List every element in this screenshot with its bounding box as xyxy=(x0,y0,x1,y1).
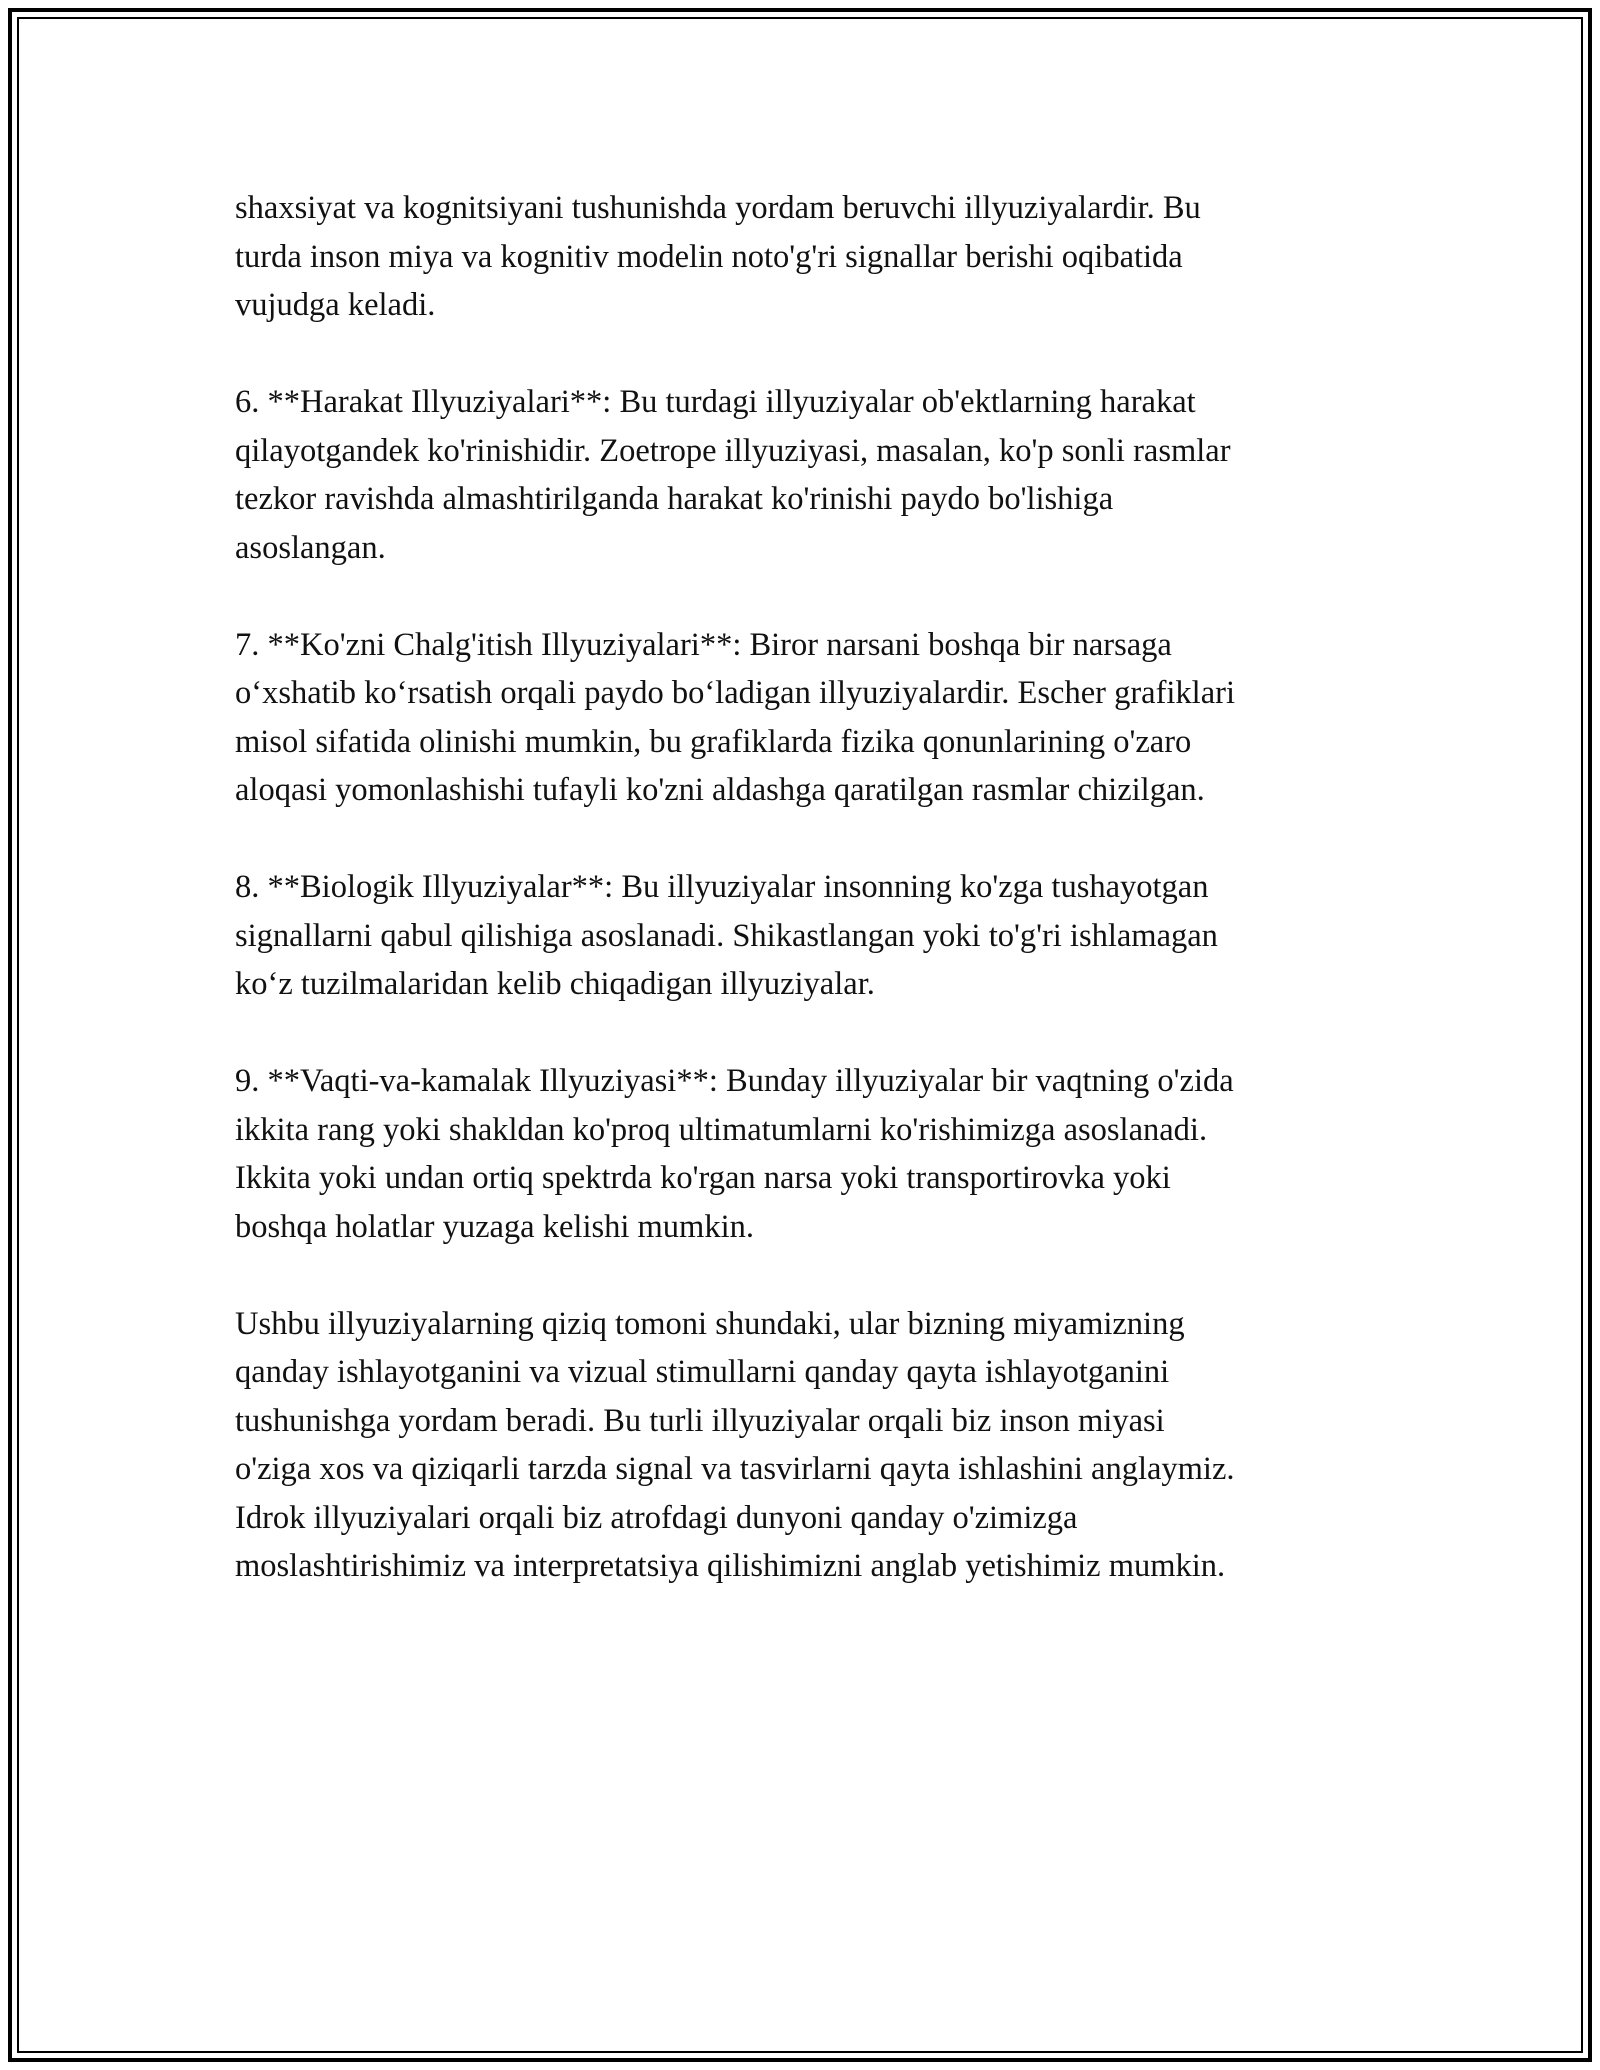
paragraph-item-8: 8. **Biologik Illyuziyalar**: Bu illyuziyalar insonning ko'zga tushayotgan signallarni qabul qilishiga asoslanadi. Shikastlangan yoki to'g'ri ishlamagan ko‘z tuzilmalaridan kelib chiqadigan illyuziyalar. xyxy=(235,869,1218,1002)
paragraph-item-9: 9. **Vaqti-va-kamalak Illyuziyasi**: Bunday illyuziyalar bir vaqtning o'zida ikkita rang yoki shakldan ko'proq ultimatumlarni ko'rishimizga asoslanadi. Ikkita yoki undan ortiq spektrda ko'rgan narsa yoki transportirovka yoki boshqa holatlar yuzaga kelishi mumkin. xyxy=(235,1063,1234,1245)
paragraph-intro-continuation: shaxsiyat va kognitsiyani tushunishda yordam beruvchi illyuziyalardir. Bu turda inson miya va kognitiv modelin noto'g'ri signallar berishi oqibatida vujudga keladi. xyxy=(235,190,1201,323)
paragraph-item-7: 7. **Ko'zni Chalg'itish Illyuziyalari**: Biror narsani boshqa bir narsaga o‘xshatib ko‘rsatish orqali paydo bo‘ladigan illyuziyalardir. Escher grafiklari misol sifatida olinishi mumkin, bu grafiklarda fizika qonunlarining o'zaro aloqasi yomonlashishi tufayli ko'zni aldashga qaratilgan rasmlar chizilgan. xyxy=(235,626,1235,808)
document-body xyxy=(235,184,1385,1591)
paragraph-item-6: 6. **Harakat Illyuziyalari**: Bu turdagi illyuziyalar ob'ektlarning harakat qilayotgandek ko'rinishidir. Zoetrope illyuziyasi, masalan, ko'p sonli rasmlar tezkor ravishda almashtirilganda harakat ko'rinishi paydo bo'lishiga asoslangan. xyxy=(235,384,1231,566)
paragraph-conclusion: Ushbu illyuziyalarning qiziq tomoni shundaki, ular bizning miyamizning qanday ishlayotganini va vizual stimullarni qanday qayta ishlayotganini tushunishga yordam beradi. Bu turli illyuziyalar orqali biz inson miyasi o'ziga xos va qiziqarli tarzda signal va tasvirlarni qayta ishlashini anglaymiz. Idrok illyuziyalari orqali biz atrofdagi dunyoni qanday o'zimizga moslashtirishimiz va interpretatsiya qilishimizni anglab yetishimiz mumkin. xyxy=(235,1305,1235,1584)
